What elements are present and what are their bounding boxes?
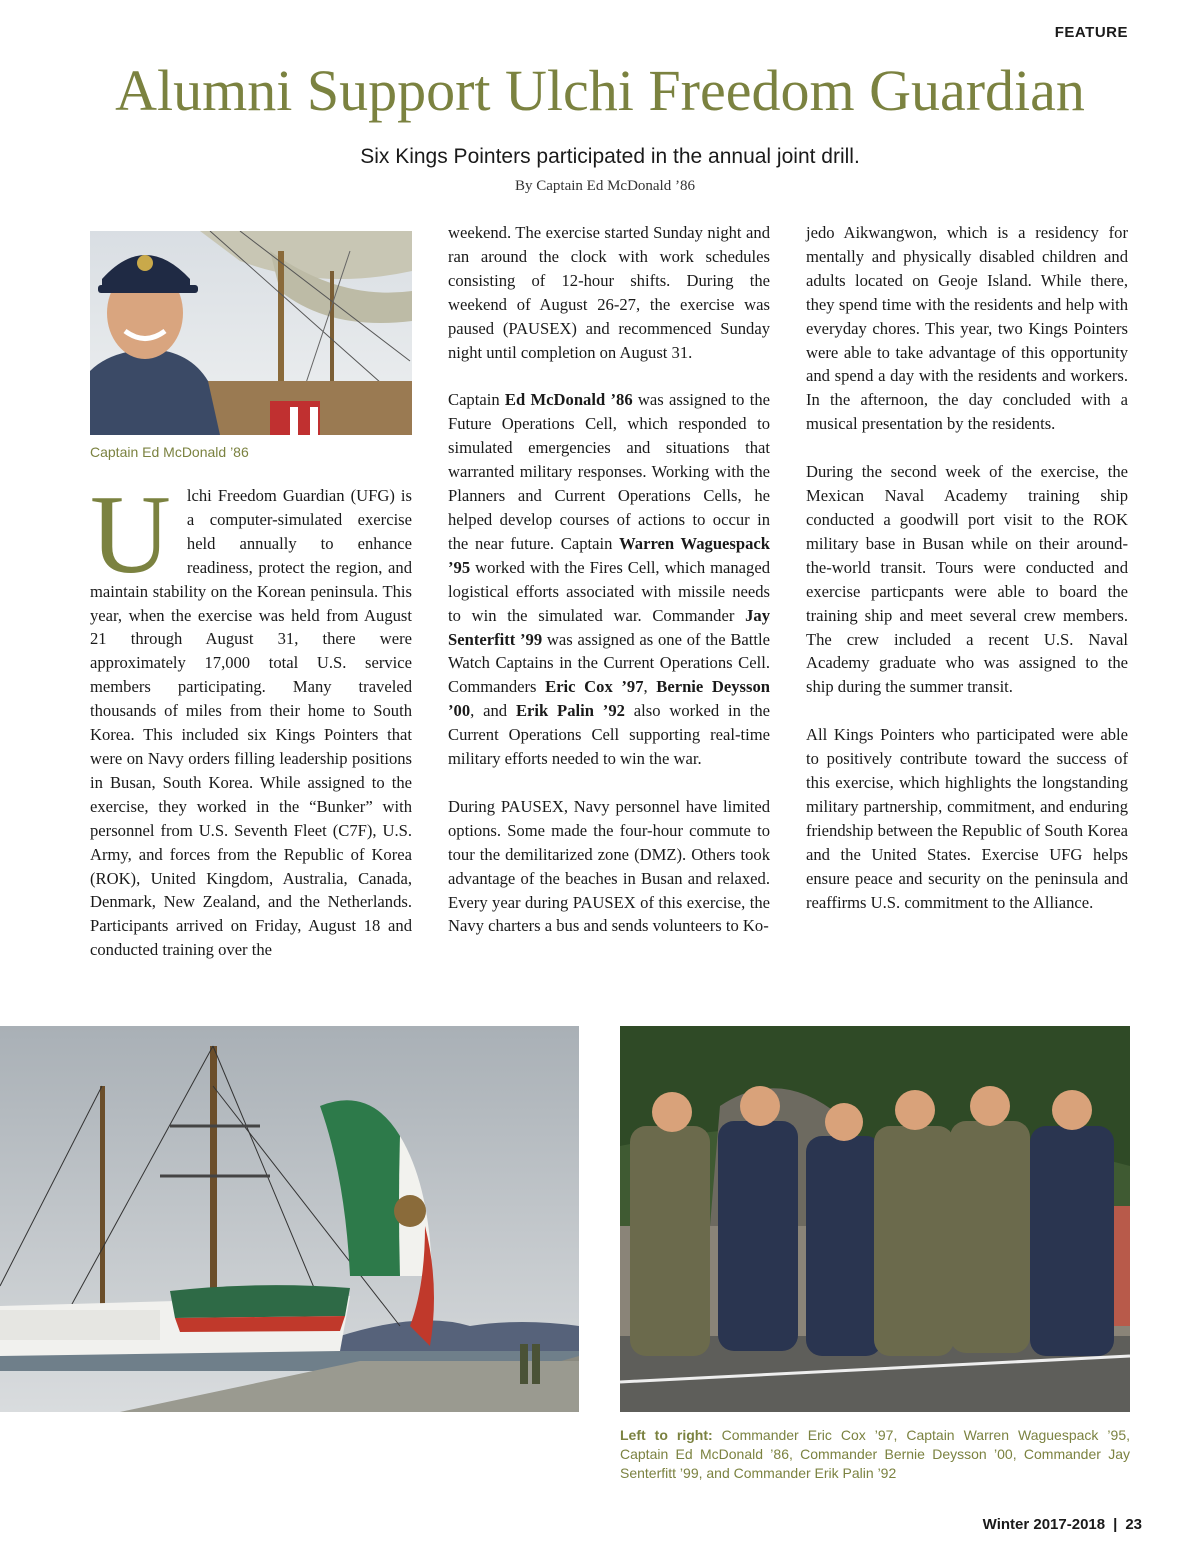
paragraph-assignments: [448, 388, 770, 771]
text-run: was assigned to the Future Operations Cell, which responded to simulated emergencies and situations that warranted military responses. Working with the Planners and Current Operations Cells, he helped develop courses of actions to occur in the near future. Captain: [448, 390, 770, 553]
alumni-name: Warren Waguespack ’95: [448, 533, 770, 577]
group-photo: [620, 1026, 1130, 1412]
footer-separator: |: [1113, 1516, 1118, 1533]
text-run: also worked in the Current Operations Cell supporting real-time military efforts needed to win the war.: [448, 701, 770, 769]
portrait-caption: Captain Ed McDonald ’86: [90, 444, 249, 460]
paragraph: All Kings Pointers who participated were able to positively contribute toward the success of this exercise, which highlights the longstanding military partnership, commitment, and enduring friendship between the Republic of South Korea and the United States. Exercise UFG helps ensure peace and security on the peninsula and reaffirms U.S. commitment to the Alliance.: [806, 725, 1128, 912]
paragraph: weekend. The exercise started Sunday night and ran around the clock with work schedules consisting of 12-hour shifts. During the weekend of August 26-27, the exercise was paused (PAUSEX) and recommenced Sunday night until completion on August 31.: [448, 223, 770, 362]
drop-cap: U: [90, 473, 171, 597]
ship-illustration: [0, 1026, 579, 1412]
page-footer: [983, 1516, 1142, 1533]
text-run: Captain: [448, 390, 505, 410]
alumni-name: Eric Cox ’97: [545, 677, 644, 697]
portrait-illustration: [90, 231, 412, 435]
paragraph: During the second week of the exercise, the Mexican Naval Academy training ship conducted a goodwill port visit to the ROK military base in Busan while on their around-the-world transit. Tours were conducted and exercise particpants were able to board the training ship and meet several crew members. The crew included a recent U.S. Naval Academy graduate who was assigned to the ship during the summer transit.: [806, 462, 1128, 697]
article-title: Alumni Support Ulchi Freedom Guardian: [115, 58, 1085, 123]
byline: By Captain Ed McDonald ’86: [515, 178, 695, 194]
page-number: 23: [1125, 1516, 1142, 1533]
alumni-name: Bernie Deysson ’00: [448, 677, 770, 721]
paragraph: During PAUSEX, Navy personnel have limited options. Some made the four-hour commute to tour the demilitarized zone (DMZ). Others took advantage of the beaches in Busan and relaxed. Every year during PAUSEX of this exercise, the Navy charters a bus and sends volunteers to Ko-: [448, 796, 770, 936]
caption-text: Commander Eric Cox ’97, Captain Warren Waguespack ’95, Captain Ed McDonald ’86, Commander Bernie Deysson ’00, Commander Jay Senterfitt ’99, and Commander Erik Palin ’92: [620, 1427, 1130, 1481]
group-illustration: [620, 1026, 1130, 1412]
article-subtitle: Six Kings Pointers participated in the annual joint drill.: [360, 145, 860, 168]
issue-label: Winter 2017-2018: [982, 1516, 1106, 1533]
paragraph: jedo Aikwangwon, which is a residency for mentally and physically disabled children and adults located on Geoje Island. While there, they spend time with the residents and help with everyday chores. This year, two Kings Pointers were able to take advantage of this opportunity and spend a day with the residents and workers. In the afternoon, the day concluded with a musical presentation by the residents.: [806, 223, 1128, 434]
portrait-photo: [90, 231, 412, 435]
alumni-name: Jay Senterfitt ’99: [448, 605, 770, 649]
text-run: ,: [643, 677, 657, 697]
alumni-name: Erik Palin ’92: [515, 701, 625, 721]
intro-paragraph: [90, 473, 412, 962]
intro-text: lchi Freedom Guardian (UFG) is a computer-simulated exercise held annually to enhance readiness, protect the region, and maintain stability on the Korean peninsula. This year, when the exercise was held from August 21 through August 31, there were approximately 17,000 total U.S. service members participating. Many traveled thousands of miles from their home to South Korea. This included six Kings Pointers that were on Navy orders filling leadership positions in Busan, South Korea. While assigned to the exercise, they worked in the “Bunker” with personnel from U.S. Seventh Fleet (C7F), U.S. Army, and forces from the Republic of Korea (ROK), United Kingdom, Australia, Canada, Denmark, New Zealand, and the Netherlands. Participants arrived on Friday, August 18 and conducted training over the: [90, 486, 412, 960]
section-label: FEATURE: [1054, 24, 1128, 41]
text-run: worked with the Fires Cell, which managed logistical efforts associated with missile needs to win the simulated war. Commander: [448, 557, 770, 625]
article-column-1: [90, 473, 412, 986]
alumni-name: Ed McDonald ’86: [504, 390, 633, 410]
article-column-2: [448, 221, 770, 962]
ship-photo: [0, 1026, 579, 1412]
article-column-3: [806, 221, 1128, 938]
text-run: , and: [470, 701, 516, 721]
text-run: was assigned as one of the Battle Watch Captains in the Current Operations Cell. Commanders: [448, 629, 770, 697]
caption-lead: Left to right:: [620, 1427, 713, 1443]
group-photo-caption: [620, 1426, 1130, 1483]
